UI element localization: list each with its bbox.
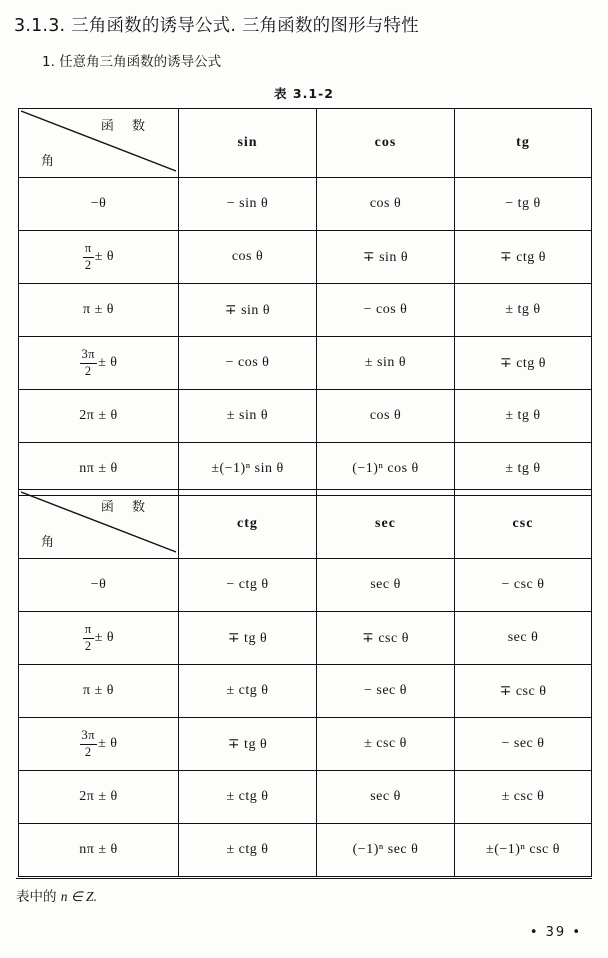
- column-header-csc: csc: [455, 490, 592, 559]
- row-argument: [19, 718, 179, 771]
- column-header-cos: cos: [317, 109, 455, 178]
- cell-csc: sec θ: [455, 612, 592, 665]
- fraction: [80, 729, 98, 758]
- cell-sin: ∓ sin θ: [179, 284, 317, 337]
- row-argument: 2π ± θ: [19, 390, 179, 443]
- header-corner-cell: [19, 490, 179, 559]
- footnote-prefix: 表中的: [16, 889, 61, 905]
- table-row: [19, 612, 592, 665]
- cell-tg: ± tg θ: [455, 390, 592, 443]
- row-argument: nπ ± θ: [19, 443, 179, 496]
- fraction: [83, 242, 94, 271]
- table-row: [19, 718, 592, 771]
- cell-cos: cos θ: [317, 390, 455, 443]
- table-footnote: [16, 885, 97, 905]
- table-caption: 表 3.1-2: [274, 86, 334, 101]
- trig-identity-table-top: [18, 108, 592, 496]
- cell-sec: (−1)ⁿ sec θ: [317, 824, 455, 877]
- argument-suffix: ± θ: [98, 355, 118, 371]
- row-argument: −θ: [19, 559, 179, 612]
- subsection-heading: 1. 任意角三角函数的诱导公式: [42, 54, 222, 70]
- cell-sin: ± sin θ: [179, 390, 317, 443]
- header-function-label: 函 数: [100, 500, 152, 515]
- fraction-numerator: 3π: [80, 729, 98, 744]
- cell-sin: − cos θ: [179, 337, 317, 390]
- cell-sec: − sec θ: [317, 665, 455, 718]
- row-argument: π ± θ: [19, 665, 179, 718]
- fraction-numerator: π: [83, 242, 94, 257]
- cell-csc: ±(−1)ⁿ csc θ: [455, 824, 592, 877]
- cell-tg: ∓ ctg θ: [455, 337, 592, 390]
- cell-cos: (−1)ⁿ cos θ: [317, 443, 455, 496]
- row-argument: π ± θ: [19, 284, 179, 337]
- argument-suffix: ± θ: [94, 249, 115, 265]
- table-header-row: [19, 109, 592, 178]
- table-row: [19, 443, 592, 496]
- column-header-sec: sec: [317, 490, 455, 559]
- cell-ctg: ∓ tg θ: [179, 612, 317, 665]
- table-row: [19, 337, 592, 390]
- row-argument: [19, 337, 179, 390]
- row-argument: −θ: [19, 178, 179, 231]
- cell-sec: sec θ: [317, 559, 455, 612]
- cell-sin: − sin θ: [179, 178, 317, 231]
- cell-tg: − tg θ: [455, 178, 592, 231]
- footer-divider: [16, 878, 592, 879]
- header-angle-label: 角: [41, 535, 55, 550]
- row-argument: [19, 612, 179, 665]
- fraction-denominator: 2: [84, 257, 92, 272]
- column-header-sin: sin: [179, 109, 317, 178]
- cell-sec: ∓ csc θ: [317, 612, 455, 665]
- cell-csc: − csc θ: [455, 559, 592, 612]
- fraction-denominator: 2: [84, 363, 92, 378]
- fraction-numerator: 3π: [80, 348, 98, 363]
- cell-sec: ± csc θ: [317, 718, 455, 771]
- table-row: [19, 284, 592, 337]
- argument-suffix: ± θ: [98, 736, 118, 752]
- cell-tg: ± tg θ: [455, 443, 592, 496]
- table-row: [19, 559, 592, 612]
- trig-identity-table-bottom: [18, 489, 592, 877]
- table-row: [19, 771, 592, 824]
- cell-csc: ± csc θ: [455, 771, 592, 824]
- page-title: 3.1.3. 三角函数的诱导公式. 三角函数的图形与特性: [14, 16, 419, 36]
- row-argument: [19, 231, 179, 284]
- table-row: [19, 231, 592, 284]
- header-corner-cell: [19, 109, 179, 178]
- fraction: [83, 623, 94, 652]
- column-header-ctg: ctg: [179, 490, 317, 559]
- table-row: [19, 824, 592, 877]
- header-function-label: 函 数: [100, 119, 152, 134]
- row-argument: 2π ± θ: [19, 771, 179, 824]
- cell-tg: ± tg θ: [455, 284, 592, 337]
- table-header-row: [19, 490, 592, 559]
- argument-suffix: ± θ: [94, 630, 115, 646]
- cell-sin: cos θ: [179, 231, 317, 284]
- fraction: [80, 348, 98, 377]
- table-row: [19, 665, 592, 718]
- fraction-denominator: 2: [84, 744, 92, 759]
- cell-ctg: ± ctg θ: [179, 665, 317, 718]
- cell-ctg: − ctg θ: [179, 559, 317, 612]
- fraction-denominator: 2: [84, 638, 92, 653]
- table-row: [19, 390, 592, 443]
- cell-cos: ± sin θ: [317, 337, 455, 390]
- cell-cos: ∓ sin θ: [317, 231, 455, 284]
- cell-cos: cos θ: [317, 178, 455, 231]
- row-argument: nπ ± θ: [19, 824, 179, 877]
- column-header-tg: tg: [455, 109, 592, 178]
- cell-sec: sec θ: [317, 771, 455, 824]
- cell-tg: ∓ ctg θ: [455, 231, 592, 284]
- cell-sin: ±(−1)ⁿ sin θ: [179, 443, 317, 496]
- cell-csc: ∓ csc θ: [455, 665, 592, 718]
- fraction-numerator: π: [83, 623, 94, 638]
- cell-ctg: ± ctg θ: [179, 771, 317, 824]
- cell-csc: − sec θ: [455, 718, 592, 771]
- cell-ctg: ∓ tg θ: [179, 718, 317, 771]
- cell-ctg: ± ctg θ: [179, 824, 317, 877]
- page-number: • 39 •: [529, 925, 582, 940]
- footnote-math: n ∈ Z.: [60, 889, 97, 904]
- table-row: [19, 178, 592, 231]
- header-angle-label: 角: [41, 154, 55, 169]
- cell-cos: − cos θ: [317, 284, 455, 337]
